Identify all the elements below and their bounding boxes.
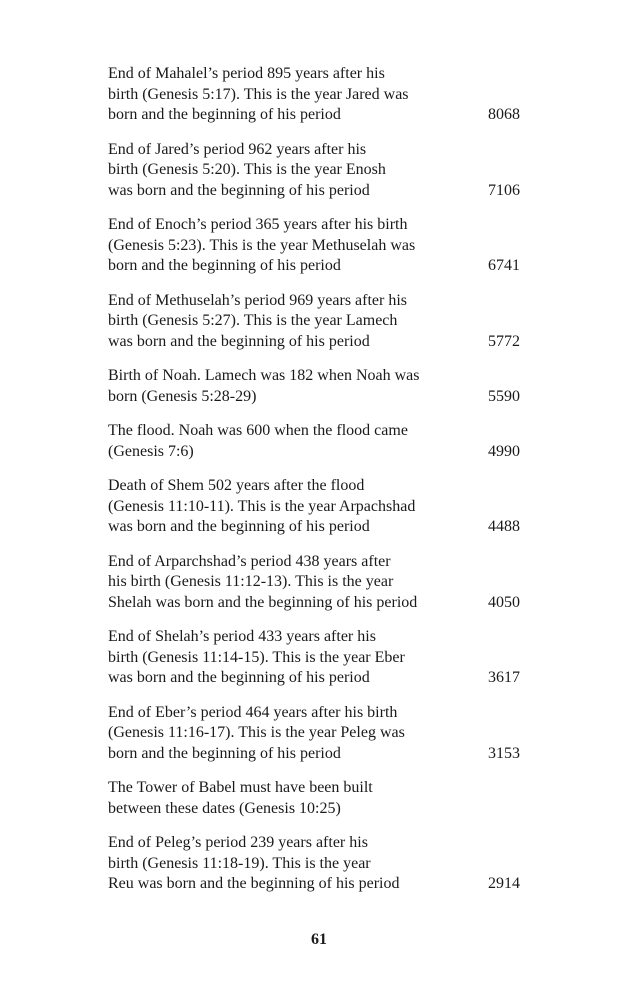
entry-text-line: Birth of Noah. Lamech was 182 when Noah was <box>108 367 420 384</box>
entry-year: 4488 <box>488 518 520 535</box>
entry-year: 4990 <box>488 442 520 460</box>
entry-text-line: was born and the beginning of his period <box>108 181 370 199</box>
entry-text-line: birth (Genesis 11:18-19). This is the year <box>108 854 371 872</box>
entry-text-line: was born and the beginning of his period <box>108 332 370 350</box>
chronology-entry <box>108 421 520 462</box>
chronology-entry <box>108 366 520 407</box>
entry-text-line: (Genesis 11:10-11). This is the year Arpachshad <box>108 497 416 515</box>
entry-year: 5590 <box>488 387 520 405</box>
chronology-entry <box>108 291 520 353</box>
entry-text-line: birth (Genesis 5:20). This is the year Enosh <box>108 161 386 178</box>
entry-year: 7106 <box>488 181 520 199</box>
entry-text-line: Reu was born and the beginning of his period <box>108 875 400 892</box>
entry-text-line: End of Enoch’s period 365 years after his birth <box>108 216 408 233</box>
chronology-entry <box>108 833 520 895</box>
chronology-list <box>108 64 520 895</box>
entry-text-line: born and the beginning of his period <box>108 744 341 762</box>
entry-text-line: his birth (Genesis 11:12-13). This is the year <box>108 573 394 590</box>
document-page <box>108 64 520 909</box>
entry-text-line: born (Genesis 5:28-29) <box>108 387 257 405</box>
entry-year: 4050 <box>488 593 520 611</box>
chronology-entry <box>108 552 520 614</box>
entry-text-line: End of Eber’s period 464 years after his birth <box>108 703 398 721</box>
entry-text-line: between these dates (Genesis 10:25) <box>108 799 341 817</box>
entry-text-line: End of Methuselah’s period 969 years after his <box>108 291 408 309</box>
chronology-entry <box>108 778 520 819</box>
entry-text-line: End of Arparchshad’s period 438 years after <box>108 552 391 570</box>
chronology-entry <box>108 703 520 765</box>
entry-text-line: End of Mahalel’s period 895 years after his <box>108 65 385 82</box>
chronology-entry <box>108 476 520 538</box>
page-number: 61 <box>311 931 327 948</box>
chronology-entry <box>108 140 520 202</box>
entry-text-line: End of Peleg’s period 239 years after his <box>108 834 368 851</box>
entry-year: 3617 <box>488 669 520 686</box>
entry-text-line: (Genesis 11:16-17). This is the year Peleg was <box>108 724 405 741</box>
entry-year: 2914 <box>488 875 520 892</box>
entry-text-line: was born and the beginning of his period <box>108 518 370 535</box>
entry-text-line: birth (Genesis 5:17). This is the year Jared was <box>108 85 409 103</box>
entry-year: 5772 <box>488 332 520 350</box>
entry-text-line: born and the beginning of his period <box>108 106 341 123</box>
entry-text-line: End of Jared’s period 962 years after his <box>108 140 367 158</box>
entry-text-line: (Genesis 5:23). This is the year Methuselah was <box>108 236 416 254</box>
entry-text-line: Death of Shem 502 years after the flood <box>108 477 365 494</box>
entry-text-line: birth (Genesis 11:14-15). This is the year Eber <box>108 648 405 666</box>
entry-text-line: born and the beginning of his period <box>108 257 341 274</box>
entry-year: 3153 <box>488 744 520 762</box>
entry-text-line: birth (Genesis 5:27). This is the year Lamech <box>108 312 398 329</box>
entry-year: 8068 <box>488 106 520 123</box>
entry-text-line: Shelah was born and the beginning of his period <box>108 593 418 611</box>
entry-text-line: (Genesis 7:6) <box>108 442 194 460</box>
chronology-entry <box>108 627 520 689</box>
chronology-entry <box>108 215 520 277</box>
chronology-entry <box>108 64 520 126</box>
entry-text-line: End of Shelah’s period 433 years after his <box>108 628 376 645</box>
entry-text-line: The flood. Noah was 600 when the flood came <box>108 422 408 439</box>
entry-text-line: The Tower of Babel must have been built <box>108 779 373 796</box>
entry-text-line: was born and the beginning of his period <box>108 669 370 686</box>
entry-year: 6741 <box>488 257 520 274</box>
